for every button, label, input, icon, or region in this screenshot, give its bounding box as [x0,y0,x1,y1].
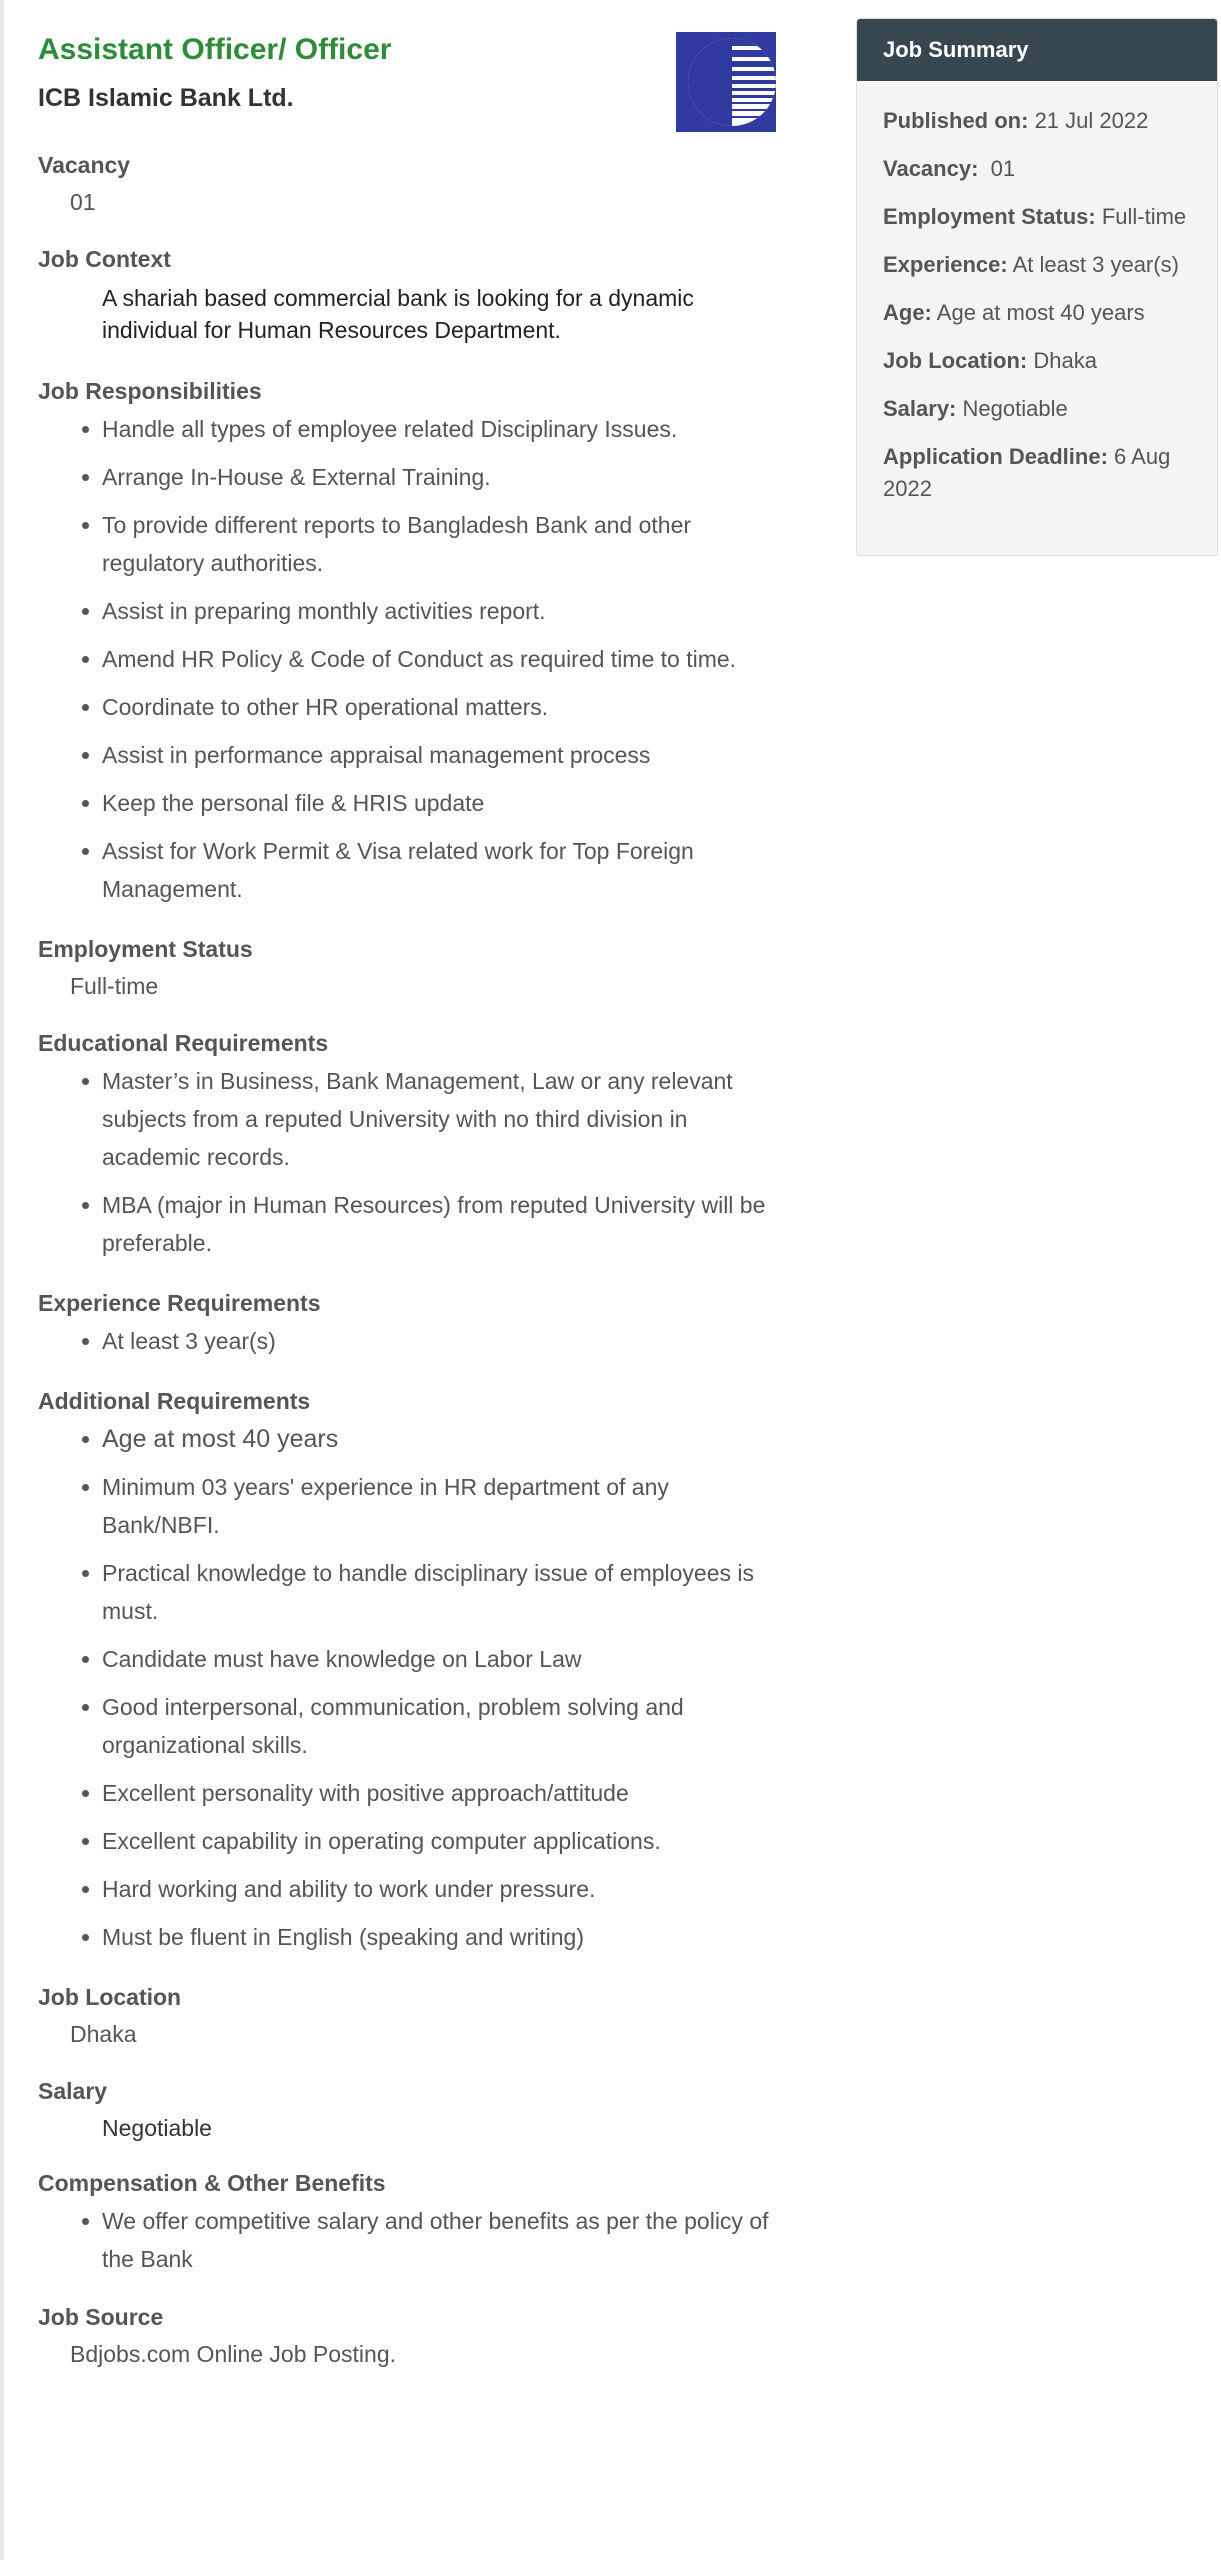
list-item: To provide different reports to Bangladesh Bank and other regulatory authorities. [102,506,782,582]
job-summary-heading: Job Summary [857,19,1217,81]
list-item: Assist in performance appraisal management process [102,736,782,774]
section-job-source [38,2302,778,2372]
experience-list [38,1322,778,1360]
section-job-location [38,1982,778,2052]
list-item: Must be fluent in English (speaking and writing) [102,1918,782,1956]
vacancy-heading: Vacancy [38,152,131,178]
summary-age-row [883,297,1191,329]
additional-heading: Additional Requirements [38,1388,311,1414]
list-item: Master’s in Business, Bank Management, Law or any relevant subjects from a reputed University with no third division in academic records. [102,1062,782,1176]
responsibilities-list [38,410,778,908]
list-item: Good interpersonal, communication, problem solving and organizational skills. [102,1688,782,1764]
summary-experience-row [883,249,1191,281]
job-context-text: A shariah based commercial bank is looking for a dynamic individual for Human Resources Department. [102,285,694,343]
section-experience [38,1288,778,1360]
summary-value: Dhaka [1027,348,1097,373]
page-left-border [0,0,4,2560]
section-salary [38,2076,778,2146]
salary-value: Negotiable [102,2115,212,2141]
education-heading: Educational Requirements [38,1030,329,1056]
job-source-heading: Job Source [38,2304,164,2330]
summary-label: Experience: [883,252,1008,277]
job-location-heading: Job Location [38,1984,182,2010]
summary-published-row [883,105,1191,137]
compensation-list [38,2202,778,2278]
list-item: Keep the personal file & HRIS update [102,784,782,822]
list-item: MBA (major in Human Resources) from reputed University will be preferable. [102,1186,782,1262]
list-item: Minimum 03 years' experience in HR department of any Bank/NBFI. [102,1468,782,1544]
bank-logo-icon [676,32,776,132]
salary-heading: Salary [38,2078,108,2104]
list-item: At least 3 year(s) [102,1322,782,1360]
summary-vacancy-row [883,153,1191,185]
vacancy-value: 01 [70,189,96,215]
summary-value: At least 3 year(s) [1007,252,1179,277]
summary-label: Age: [883,300,932,325]
job-summary-body [857,81,1217,505]
section-vacancy [38,150,778,220]
summary-value: Negotiable [956,396,1068,421]
additional-list [38,1420,778,1956]
employment-status-value: Full-time [70,973,159,999]
summary-value: 21 Jul 2022 [1028,108,1149,133]
job-details [38,28,778,2372]
responsibilities-heading: Job Responsibilities [38,378,262,404]
compensation-heading: Compensation & Other Benefits [38,2170,386,2196]
list-item: Practical knowledge to handle disciplinary issue of employees is must. [102,1554,782,1630]
summary-label: Application Deadline: [883,444,1108,469]
list-item: Assist for Work Permit & Visa related work for Top Foreign Management. [102,832,782,908]
section-additional [38,1386,778,1956]
summary-value: Age at most 40 years [931,300,1145,325]
job-location-value: Dhaka [70,2021,137,2047]
job-title: Assistant Officer/ Officer [38,33,392,66]
employment-status-heading: Employment Status [38,936,253,962]
job-context-heading: Job Context [38,246,171,272]
section-employment-status [38,934,778,1004]
job-source-value: Bdjobs.com Online Job Posting. [70,2341,397,2367]
list-item: Arrange In-House & External Training. [102,458,782,496]
company-name: ICB Islamic Bank Ltd. [38,84,294,112]
summary-label: Employment Status: [883,204,1096,229]
section-compensation [38,2168,778,2278]
summary-value: 6 Aug 2022 [883,444,1171,501]
summary-employment-row [883,201,1191,233]
summary-label: Vacancy: [883,156,979,181]
summary-deadline-row [883,441,1191,505]
summary-value: Full-time [1095,204,1187,229]
list-item: Excellent capability in operating computer applications. [102,1822,782,1860]
section-responsibilities [38,376,778,908]
list-item: Excellent personality with positive approach/attitude [102,1774,782,1812]
summary-label: Published on: [883,108,1029,133]
section-education [38,1028,778,1262]
summary-value: 01 [978,156,1016,181]
list-item: Handle all types of employee related Disciplinary Issues. [102,410,782,448]
list-item: Amend HR Policy & Code of Conduct as required time to time. [102,640,782,678]
summary-label: Job Location: [883,348,1028,373]
summary-location-row [883,345,1191,377]
list-item: Age at most 40 years [102,1420,782,1458]
list-item: Coordinate to other HR operational matters. [102,688,782,726]
list-item: Hard working and ability to work under pressure. [102,1870,782,1908]
summary-label: Salary: [883,396,957,421]
job-summary-panel [856,18,1218,556]
summary-salary-row [883,393,1191,425]
list-item: Assist in preparing monthly activities report. [102,592,782,630]
list-item: We offer competitive salary and other benefits as per the policy of the Bank [102,2202,782,2278]
education-list [38,1062,778,1262]
section-job-context [38,244,778,346]
list-item: Candidate must have knowledge on Labor Law [102,1640,782,1678]
experience-heading: Experience Requirements [38,1290,321,1316]
